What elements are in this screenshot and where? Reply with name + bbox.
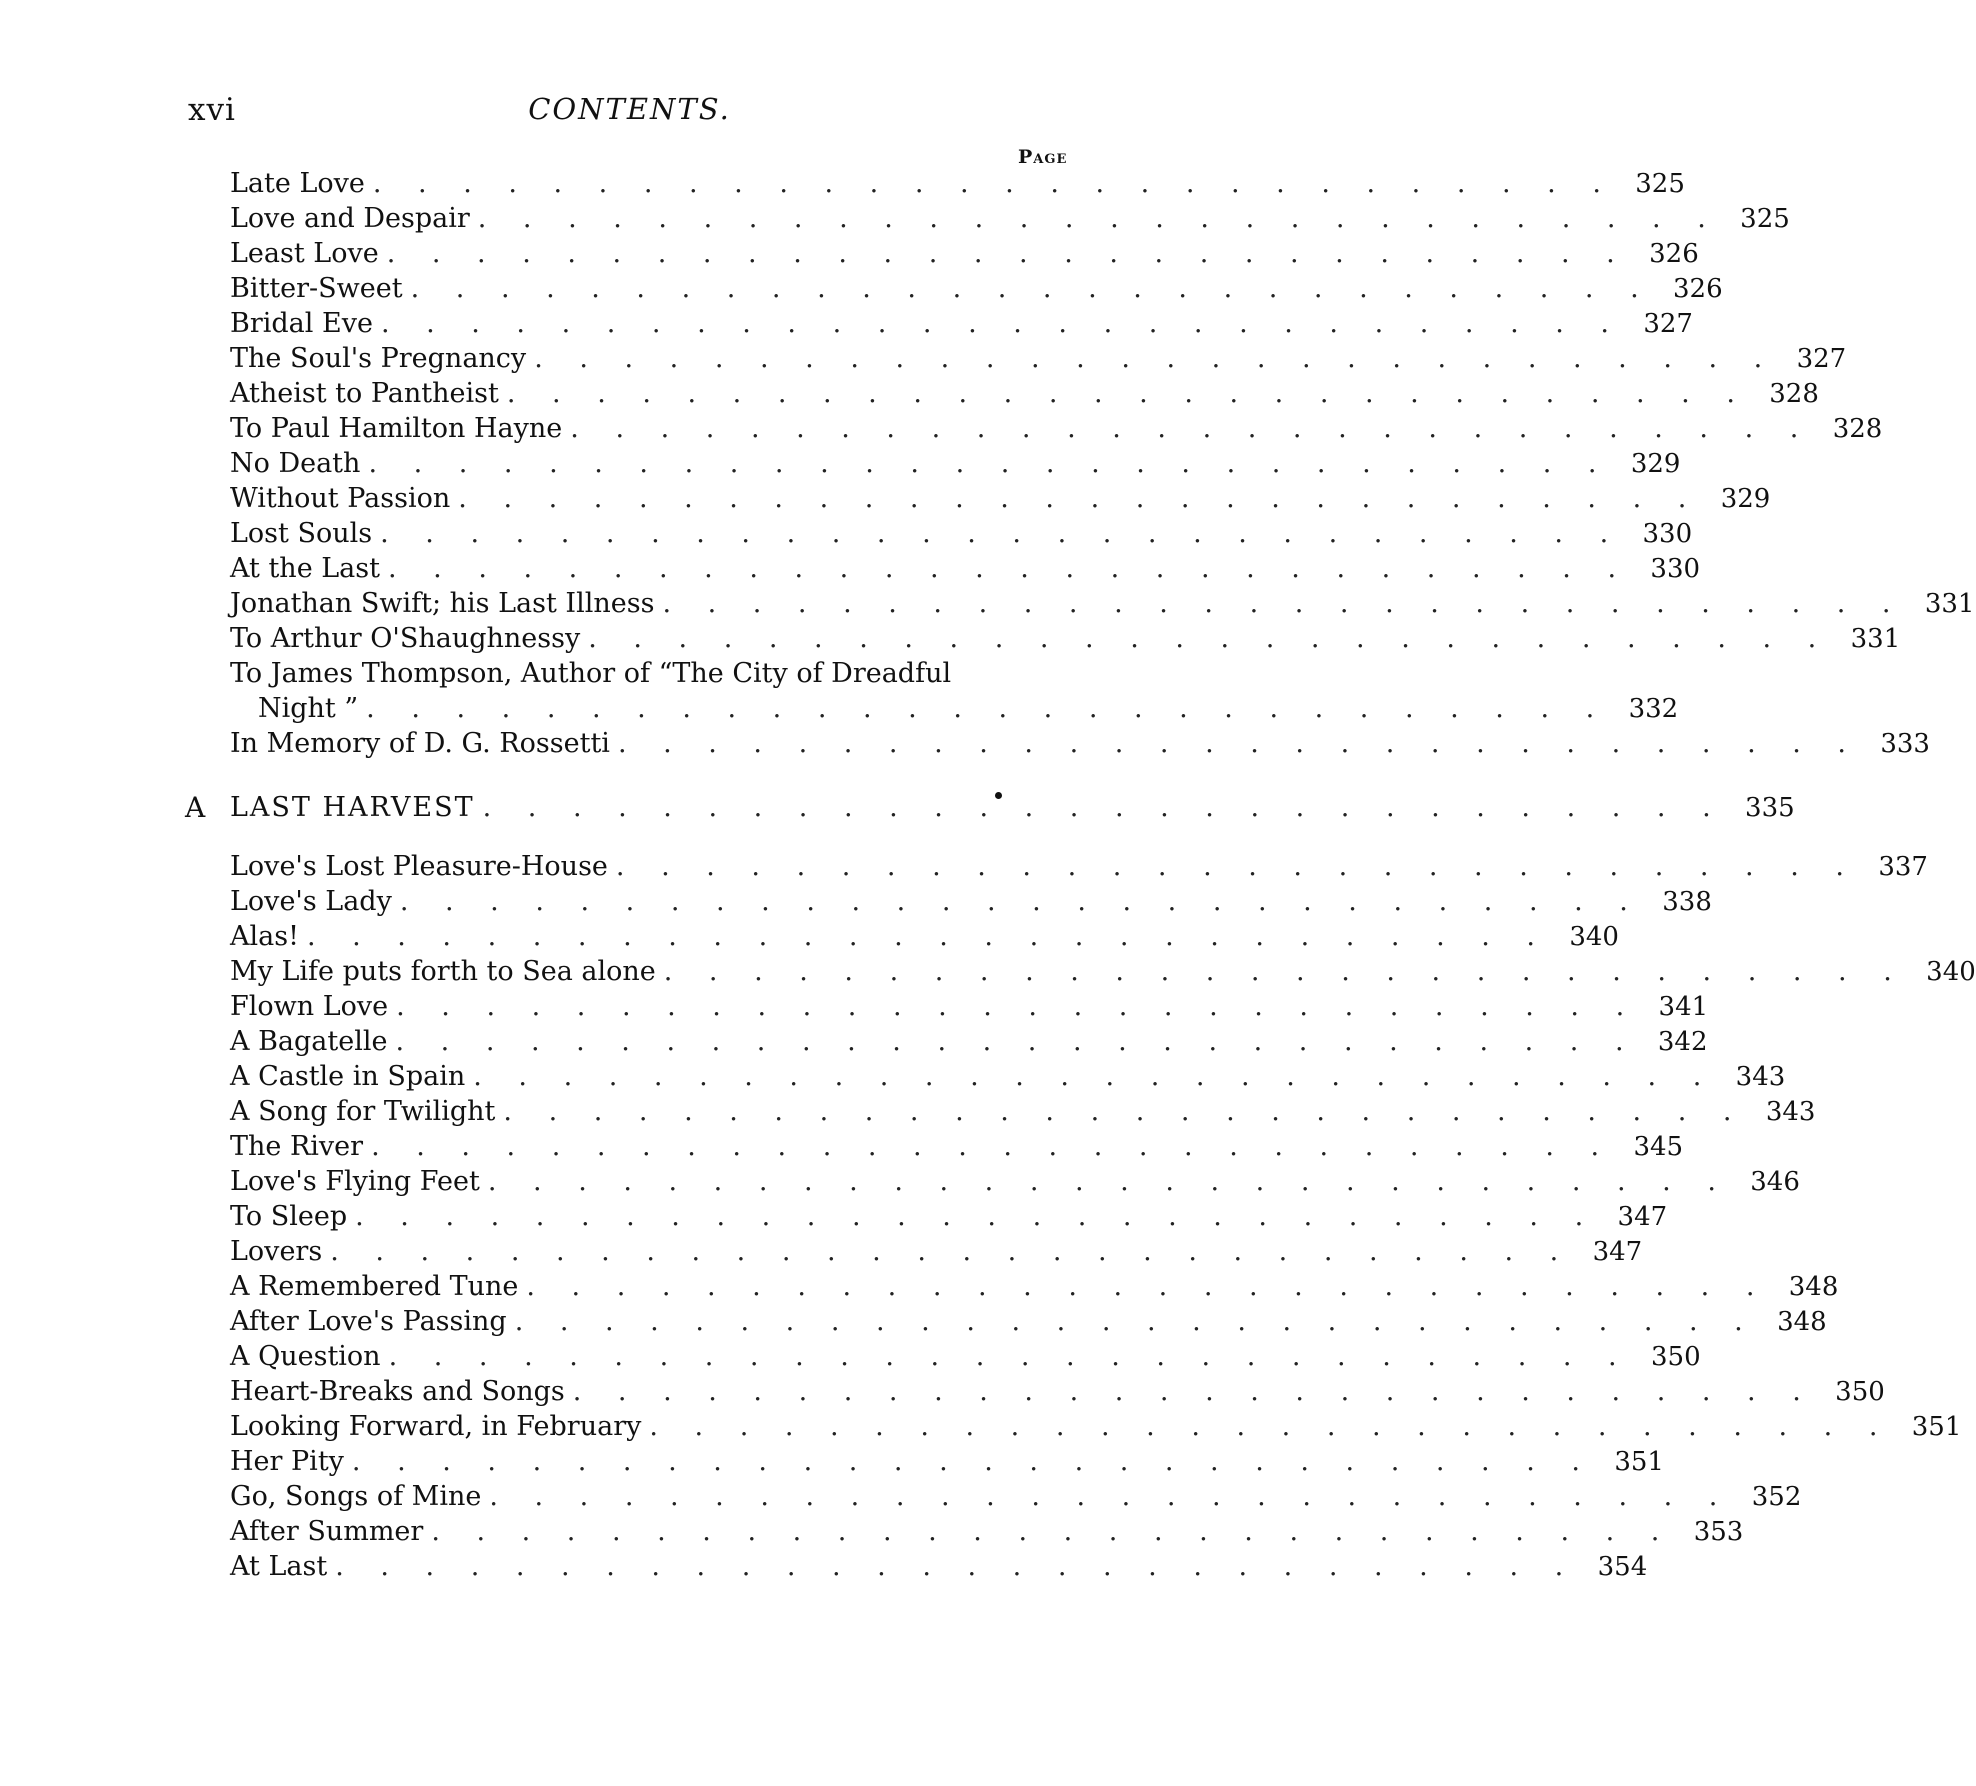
leader-dots: . . . . . . . . . . . . . . . . . . . . . . . . . . . . [386,238,1629,269]
leader-dots: . . . . . . . . . . . . . . . . . . . . . . . . . . . . [388,1341,1631,1372]
leader-dots: . . . . . . . . . . . . . . . . . . . . . . . . . . . . [330,1236,1573,1267]
entry-title: Bridal Eve [230,308,373,339]
toc-entry [258,691,1679,727]
entry-title: To Sleep [230,1201,348,1232]
leader-dots: . . . . . . . . . . . . . . . . . . . . . . . . . . . . [351,1446,1594,1477]
entry-title: To Paul Hamilton Hayne [230,413,563,444]
entry-title: Late Love [230,168,365,199]
entry-title: At the Last [230,553,380,584]
leader-dots: . . . . . . . . . . . . . . . . . . . . . . . . . . . . [371,1131,1614,1162]
entry-page: 337 [1878,852,1928,882]
toc-entry [230,306,1693,342]
toc-entry [230,1129,1684,1165]
entry-page: 350 [1835,1377,1885,1407]
leader-dots: . . . . . . . . . . . . . . . . . . . . . . . . . . . . [396,991,1639,1022]
entry-title: A Castle in Spain [230,1061,466,1092]
leader-dots: . . . . . . . . . . . . . . . . . . . . . . . . . . . . [663,956,1906,987]
leader-dots: . . . . . . . . . . . . . . . . . . . . . . . . . . . . [534,343,1777,374]
page-column-label: Page [1018,146,1068,168]
toc-entry [230,271,1723,307]
entry-page: 330 [1650,554,1701,584]
toc-entry [230,376,1819,412]
entry-title: Love's Lost Pleasure-House [230,851,608,882]
entry-title: The River [230,1131,364,1162]
toc-entry [230,411,1883,447]
entry-title: No Death [230,448,361,479]
entry-page: 331 [1850,624,1901,654]
entry-page: 330 [1642,519,1693,549]
entry-title: After Summer [230,1516,424,1547]
leader-dots: . . . . . . . . . . . . . . . . . . . . . . . . . . . . [572,1376,1815,1407]
entry-page: 352 [1751,1482,1802,1512]
entry-title: Go, Songs of Mine [230,1481,482,1512]
leader-dots: . . . . . . . . . . . . . . . . . . . . . . . . . . . . [335,1551,1578,1582]
entry-title: Atheist to Pantheist [230,378,499,409]
toc-entry [230,1234,1643,1270]
entry-page: 332 [1628,694,1679,724]
toc-entry [230,341,1847,377]
toc-entry [230,1024,1708,1060]
entry-title: Heart-Breaks and Songs [230,1376,565,1407]
entry-title: Lovers [230,1236,323,1267]
entry-title: A Bagatelle [230,1026,388,1057]
toc-entry [230,201,1790,237]
toc-entry [230,1479,1802,1515]
entry-page: 346 [1750,1167,1800,1197]
entry-title: A Remembered Tune [230,1271,519,1302]
leader-dots: . . . . . . . . . . . . . . . . . . . . . . . . . . . . [399,886,1642,917]
toc-entry [230,516,1693,552]
folio: xvi [188,92,236,128]
toc-entry [230,849,1928,885]
toc-entry [230,1514,1744,1550]
leader-dots: . . . . . . . . . . . . . . . . . . . . . . . . . . . . [649,1411,1892,1442]
entry-page: 325 [1635,169,1685,199]
leader-dots: . . . . . . . . . . . . . . . . . . . . . . . . . . . . [355,1201,1598,1232]
leader-dots: . . . . . . . . . . . . . . . . . . . . . . . . . . . . [482,792,1725,823]
entry-page: 325 [1740,204,1790,234]
leader-dots: . . . . . . . . . . . . . . . . . . . . . . . . . . . . [617,728,1860,759]
section-title: LAST HARVEST [230,792,475,823]
entry-page: 347 [1617,1202,1668,1232]
entry-page: 348 [1788,1272,1839,1302]
toc-entry [230,1374,1885,1410]
entry-page: 331 [1924,589,1975,619]
toc-entry [230,481,1771,517]
entry-page: 338 [1662,887,1712,917]
leader-dots: . . . . . . . . . . . . . . . . . . . . . . . . . . . . [503,1096,1746,1127]
entry-title: After Love's Passing [230,1306,507,1337]
entry-page: 353 [1693,1517,1744,1547]
leader-dots: . . . . . . . . . . . . . . . . . . . . . . . . . . . . [388,553,1631,584]
leader-dots: . . . . . . . . . . . . . . . . . . . . . . . . . . . . [487,1166,1730,1197]
toc-entry [230,166,1685,202]
entry-page: 347 [1592,1237,1643,1267]
toc-entry [230,884,1712,920]
toc-entry [230,1444,1664,1480]
entry-title: Flown Love [230,991,389,1022]
leader-dots: . . . . . . . . . . . . . . . . . . . . . . . . . . . . [570,413,1813,444]
entry-title: Without Passion [230,483,451,514]
leader-dots: . . . . . . . . . . . . . . . . . . . . . . . . . . . . [615,851,1858,882]
entry-title: To Arthur O'Shaughnessy [230,623,581,654]
toc-entry [230,1094,1816,1130]
entry-page: 351 [1911,1412,1962,1442]
toc-entry [230,954,1976,990]
entry-title: The Soul's Pregnancy [230,343,527,374]
entry-page: 328 [1832,414,1883,444]
entry-title: In Memory of D. G. Rossetti [230,728,610,759]
entry-page: 343 [1765,1097,1816,1127]
entry-title: Looking Forward, in February [230,1411,642,1442]
toc-entry [230,726,1930,762]
entry-title: Love's Flying Feet [230,1166,480,1197]
entry-title: A Question [230,1341,381,1372]
toc-entry [230,1304,1827,1340]
leader-dots: . . . . . . . . . . . . . . . . . . . . . . . . . . . . [431,1516,1674,1547]
toc-entry [230,446,1681,482]
entry-title: A Song for Twilight [230,1096,496,1127]
toc-entry [230,236,1699,272]
toc-entry [230,1339,1701,1375]
section-page: 335 [1745,793,1795,823]
entry-title: At Last [230,1551,328,1582]
entry-title: Least Love [230,238,379,269]
entry-page: 350 [1650,1342,1701,1372]
leader-dots: . . . . . . . . . . . . . . . . . . . . . . . . . . . . [372,168,1615,199]
entry-page: 326 [1649,239,1699,269]
entry-title: Alas! [230,921,299,952]
entry-page: 354 [1597,1552,1648,1582]
leader-dots: . . . . . . . . . . . . . . . . . . . . . . . . . . . . [477,203,1720,234]
entry-page: 340 [1569,922,1619,952]
leader-dots: . . . . . . . . . . . . . . . . . . . . . . . . . . . . [662,588,1905,619]
entry-page: 341 [1658,992,1709,1022]
leader-dots: . . . . . . . . . . . . . . . . . . . . . . . . . . . . [368,448,1611,479]
entry-title: My Life puts forth to Sea alone [230,956,656,987]
entry-page: 327 [1643,309,1693,339]
toc-entry [230,1199,1668,1235]
running-title: CONTENTS. [528,92,731,126]
entry-title: Her Pity [230,1446,344,1477]
entry-page: 343 [1735,1062,1786,1092]
entry-title-line2: Night ” [258,693,359,724]
toc-entry [230,1164,1800,1200]
leader-dots: . . . . . . . . . . . . . . . . . . . . . . . . . . . . [514,1306,1757,1337]
leader-dots: . . . . . . . . . . . . . . . . . . . . . . . . . . . . [306,921,1549,952]
toc-entry [230,1059,1786,1095]
leader-dots: . . . . . . . . . . . . . . . . . . . . . . . . . . . . [395,1026,1638,1057]
section-heading [230,790,1795,826]
entry-title: Jonathan Swift; his Last Illness [230,588,655,619]
leader-dots: . . . . . . . . . . . . . . . . . . . . . . . . . . . . [380,518,1623,549]
toc-entry [230,1549,1648,1585]
entry-title: Love and Despair [230,203,470,234]
toc-entry [230,919,1619,955]
entry-title-line1: To James Thompson, Author of “The City of Dreadful [230,658,952,689]
entry-page: 327 [1796,344,1847,374]
entry-page: 329 [1630,449,1681,479]
toc-entry [230,551,1701,587]
leader-dots: . . . . . . . . . . . . . . . . . . . . . . . . . . . . [473,1061,1716,1092]
entry-page: 333 [1880,729,1930,759]
entry-page: 351 [1614,1447,1664,1477]
toc-entry [230,586,1975,622]
entry-page: 342 [1657,1027,1708,1057]
toc-entry [230,1409,1962,1445]
leader-dots: . . . . . . . . . . . . . . . . . . . . . . . . . . . . [489,1481,1732,1512]
leader-dots: . . . . . . . . . . . . . . . . . . . . . . . . . . . . [458,483,1701,514]
entry-page: 326 [1673,274,1723,304]
entry-page: 345 [1633,1132,1684,1162]
entry-title: Bitter-Sweet [230,273,403,304]
entry-title: Lost Souls [230,518,373,549]
entry-title: Love's Lady [230,886,392,917]
leader-dots: . . . . . . . . . . . . . . . . . . . . . . . . . . . . [380,308,1623,339]
toc-entry [230,989,1709,1025]
entry-page: 340 [1926,957,1976,987]
leader-dots: . . . . . . . . . . . . . . . . . . . . . . . . . . . . [506,378,1749,409]
entry-page: 348 [1777,1307,1827,1337]
leader-dots: . . . . . . . . . . . . . . . . . . . . . . . . . . . . [366,693,1609,724]
leader-dots: . . . . . . . . . . . . . . . . . . . . . . . . . . . . [588,623,1831,654]
leader-dots: . . . . . . . . . . . . . . . . . . . . . . . . . . . . [410,273,1653,304]
section-letter: A [185,791,206,824]
toc-entry [230,1269,1839,1305]
entry-page: 328 [1769,379,1819,409]
leader-dots: . . . . . . . . . . . . . . . . . . . . . . . . . . . . [526,1271,1769,1302]
toc-entry [230,621,1901,657]
entry-page: 329 [1720,484,1771,514]
